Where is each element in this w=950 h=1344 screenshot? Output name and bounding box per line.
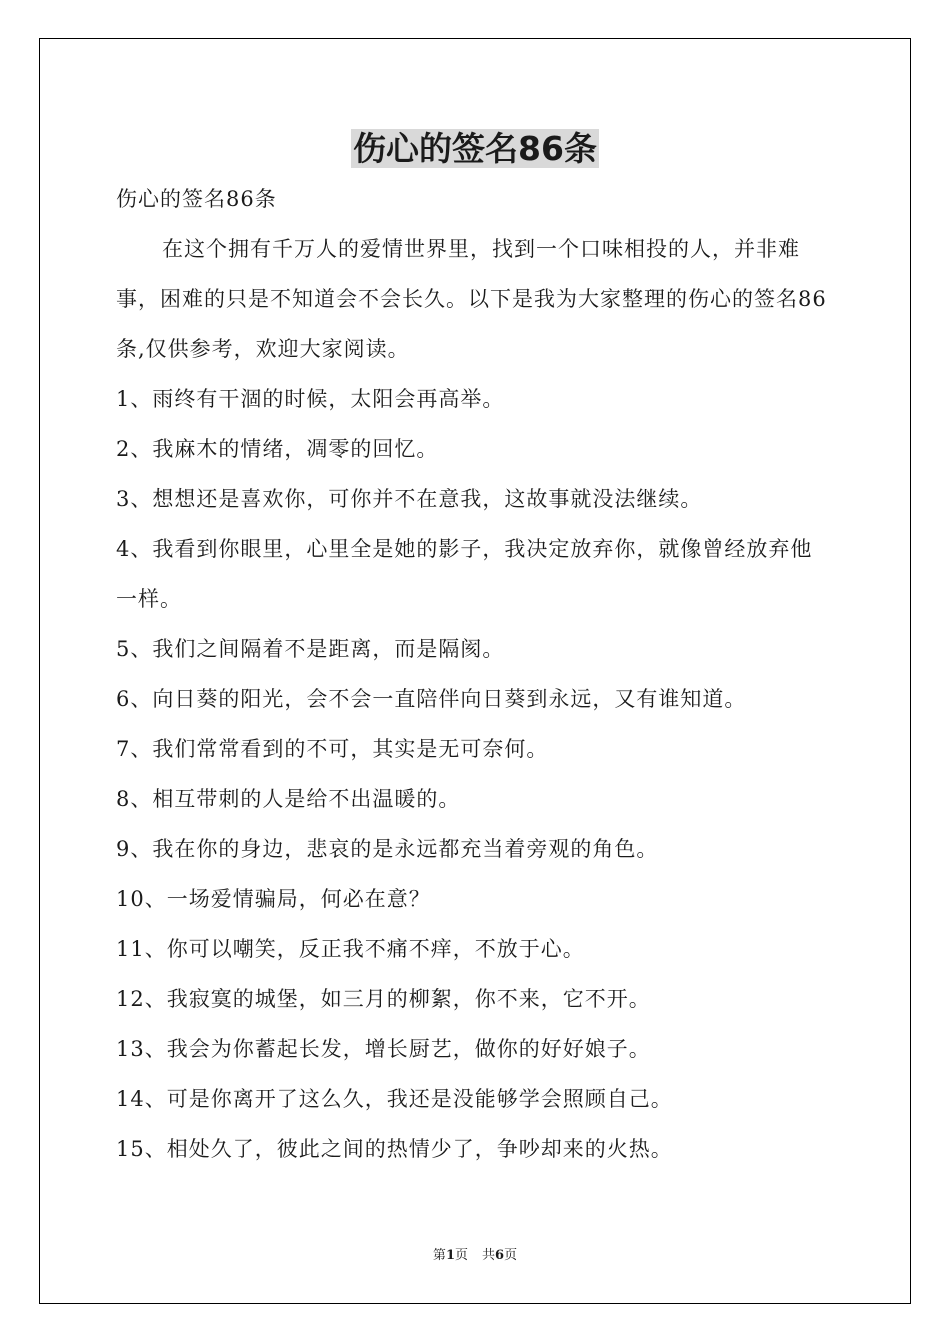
list-item: 5、我们之间隔着不是距离，而是隔阂。 (116, 637, 505, 661)
document-subtitle: 伤心的签名86条 (116, 187, 277, 211)
intro-paragraph: 在这个拥有千万人的爱情世界里，找到一个口味相投的人，并非难事，困难的只是不知道会不会长久。以下是我为大家整理的伤心的签名86条,仅供参考，欢迎大家阅读。 (116, 237, 827, 361)
list-item: 8、相互带刺的人是给不出温暖的。 (116, 787, 461, 811)
total-unit: 页 (504, 1248, 518, 1263)
list-item: 14、可是你离开了这么久，我还是没能够学会照顾自己。 (116, 1087, 673, 1111)
list-item: 4、我看到你眼里，心里全是她的影子，我决定放弃你，就像曾经放弃他一样。 (116, 537, 813, 611)
list-item: 2、我麻木的情绪，凋零的回忆。 (116, 437, 439, 461)
page-total: 6 (495, 1248, 505, 1263)
document-body (116, 174, 834, 1174)
page-current: 1 (445, 1248, 455, 1263)
document-title (0, 127, 950, 171)
page-footer (0, 1246, 950, 1266)
page-prefix: 第 (432, 1248, 446, 1263)
list-item: 13、我会为你蓄起长发，增长厨艺，做你的好好娘子。 (116, 1037, 651, 1061)
list-item: 10、一场爱情骗局，何必在意？ (116, 887, 431, 911)
list-item: 9、我在你的身边，悲哀的是永远都充当着旁观的角色。 (116, 837, 659, 861)
list-item: 11、你可以嘲笑，反正我不痛不痒，不放于心。 (116, 937, 585, 961)
list-item: 1、雨终有干涸的时候，太阳会再高举。 (116, 387, 505, 411)
list-item: 7、我们常常看到的不可，其实是无可奈何。 (116, 737, 549, 761)
list-item: 3、想想还是喜欢你，可你并不在意我，这故事就没法继续。 (116, 487, 703, 511)
list-item: 12、我寂寞的城堡，如三月的柳絮，你不来，它不开。 (116, 987, 651, 1011)
list-item: 6、向日葵的阳光，会不会一直陪伴向日葵到永远，又有谁知道。 (116, 687, 747, 711)
page-unit: 页 (454, 1248, 468, 1263)
total-prefix: 共 (482, 1248, 496, 1263)
list-item: 15、相处久了，彼此之间的热情少了，争吵却来的火热。 (116, 1137, 673, 1161)
document-title-text: 伤心的签名86条 (353, 129, 597, 168)
